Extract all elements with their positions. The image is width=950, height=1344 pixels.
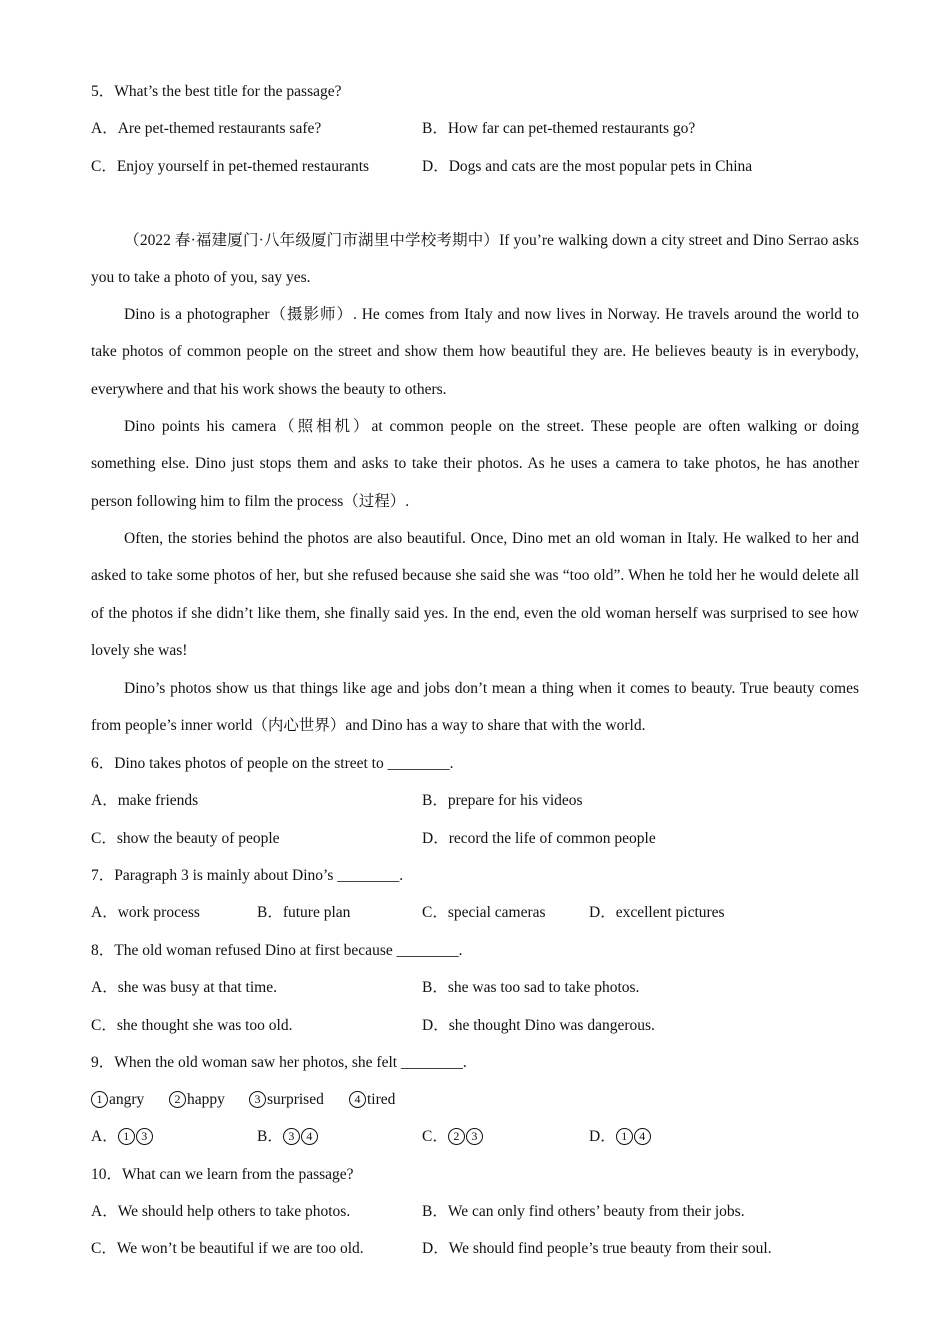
q9-option-c: [422, 1127, 484, 1147]
q8-stem: 8．The old woman refused Dino at first because ________.: [91, 942, 463, 959]
q9-option-d: [589, 1127, 652, 1147]
q9-item-1-text: angry: [109, 1091, 145, 1108]
q8-option-d: D．she thought Dino was dangerous.: [422, 1017, 655, 1034]
q10-option-c: C．We won’t be beautiful if we are too old.: [91, 1240, 364, 1257]
circled-number: 2: [448, 1128, 465, 1145]
q7-option-c: C．special cameras: [422, 904, 546, 921]
passage-paragraph-4: [91, 520, 859, 670]
option-label: A．: [91, 1128, 118, 1145]
q10-stem: 10．What can we learn from the passage?: [91, 1166, 354, 1183]
passage-paragraph-5: [91, 670, 859, 745]
q6-option-b: B．prepare for his videos: [422, 792, 583, 809]
q10-option-d: D．We should find people’s true beauty from their soul.: [422, 1240, 772, 1257]
q5-stem: 5．What’s the best title for the passage?: [91, 83, 342, 100]
q9-option-b: [257, 1127, 319, 1147]
q7-stem: 7．Paragraph 3 is mainly about Dino’s ________.: [91, 867, 404, 884]
q9-item-3: [249, 1090, 324, 1110]
passage-paragraph-4-text: Often, the stories behind the photos are also beautiful. Once, Dino met an old woman in Italy. He walked to her and asked to take some photos of her, but she refused because she said she was “too old”. When he told her he would delete all of the photos if she didn’t like them, she finally said yes. In the end, even the old woman herself was surprised to see how lovely she was!: [91, 530, 859, 660]
circled-number: 4: [349, 1091, 366, 1108]
circled-number: 1: [118, 1128, 135, 1145]
passage-paragraph-2: [91, 296, 859, 408]
q7-option-a: A．work process: [91, 904, 200, 921]
q9-stem: 9．When the old woman saw her photos, she felt ________.: [91, 1054, 467, 1071]
q10-option-b: B．We can only find others’ beauty from their jobs.: [422, 1203, 745, 1220]
q8-option-c: C．she thought she was too old.: [91, 1017, 293, 1034]
q9-option-a: [91, 1127, 154, 1147]
q10-option-a: A．We should help others to take photos.: [91, 1203, 351, 1220]
circled-number: 1: [616, 1128, 633, 1145]
q7-option-d: D．excellent pictures: [589, 904, 725, 921]
circled-number: 3: [466, 1128, 483, 1145]
q6-option-c: C．show the beauty of people: [91, 830, 280, 847]
q7-option-b: B．future plan: [257, 904, 351, 921]
q9-item-4-text: tired: [367, 1091, 396, 1108]
q6-stem: 6．Dino takes photos of people on the street to ________.: [91, 755, 454, 772]
q8-option-b: B．she was too sad to take photos.: [422, 979, 640, 996]
q5-option-a: A．Are pet-themed restaurants safe?: [91, 120, 322, 137]
q5-option-c: C．Enjoy yourself in pet-themed restaurants: [91, 158, 370, 175]
passage-paragraph-5-text: Dino’s photos show us that things like age and jobs don’t mean a thing when it comes to beauty. True beauty comes from people’s inner world（内心世界）and Dino has a way to share that with the world.: [91, 680, 859, 735]
q9-item-4: [349, 1090, 395, 1110]
circled-number: 4: [301, 1128, 318, 1145]
q8-option-a: A．she was busy at that time.: [91, 979, 277, 996]
q6-option-a: A．make friends: [91, 792, 199, 809]
passage-paragraph-1-text: （2022 春·福建厦门·八年级厦门市湖里中学校考期中）If you’re walking down a city street and Dino Serrao asks you to take a photo of you, say yes.: [91, 232, 859, 287]
passage-paragraph-1: [91, 222, 859, 297]
circled-number: 3: [249, 1091, 266, 1108]
q9-item-1: [91, 1090, 144, 1110]
option-label: D．: [589, 1128, 616, 1145]
q9-item-2-text: happy: [187, 1091, 225, 1108]
passage-paragraph-3: [91, 408, 859, 520]
option-label: B．: [257, 1128, 283, 1145]
q9-item-2: [169, 1090, 225, 1110]
circled-number: 4: [634, 1128, 651, 1145]
passage-paragraph-3-text: Dino points his camera（照相机）at common people on the street. These people are often walking or doing something else. Dino just stops them and asks to take their photos. As he uses a camera to take photos, he has another person following him to film the process（过程）.: [91, 418, 859, 510]
circled-number: 1: [91, 1091, 108, 1108]
circled-number: 3: [136, 1128, 153, 1145]
circled-number: 2: [169, 1091, 186, 1108]
q5-option-b: B．How far can pet-themed restaurants go?: [422, 120, 696, 137]
circled-number: 3: [283, 1128, 300, 1145]
option-label: C．: [422, 1128, 448, 1145]
q6-option-d: D．record the life of common people: [422, 830, 656, 847]
passage-paragraph-2-text: Dino is a photographer（摄影师）. He comes from Italy and now lives in Norway. He travels around the world to take photos of common people on the street and show them how beautiful they are. He believes beauty is in everybody, everywhere and that his work shows the beauty to others.: [91, 306, 859, 398]
q5-option-d: D．Dogs and cats are the most popular pets in China: [422, 158, 753, 175]
q9-item-3-text: surprised: [267, 1091, 324, 1108]
